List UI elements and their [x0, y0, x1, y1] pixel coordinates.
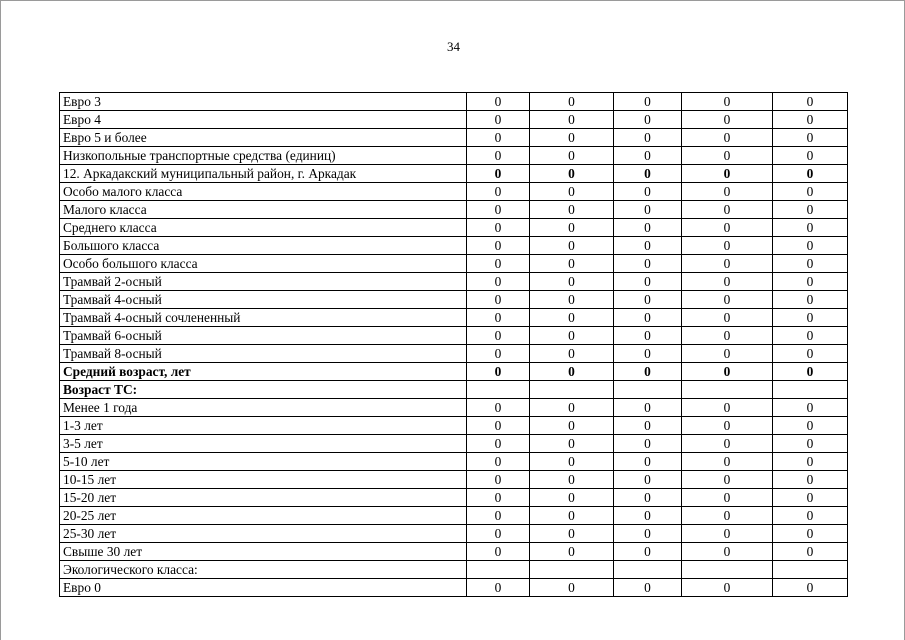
row-label: Евро 0	[60, 579, 467, 597]
row-value-col-1: 0	[467, 525, 530, 543]
row-value-col-5: 0	[773, 219, 848, 237]
row-value-col-1: 0	[467, 255, 530, 273]
row-value-col-4: 0	[682, 111, 773, 129]
row-value-col-2: 0	[530, 147, 614, 165]
row-value-col-5	[773, 381, 848, 399]
row-label: Особо малого класса	[60, 183, 467, 201]
row-value-col-4: 0	[682, 237, 773, 255]
row-value-col-3: 0	[614, 93, 682, 111]
row-value-col-2: 0	[530, 543, 614, 561]
table-row	[60, 327, 848, 345]
row-value-col-3: 0	[614, 579, 682, 597]
row-value-col-5: 0	[773, 417, 848, 435]
table-row	[60, 201, 848, 219]
row-value-col-4: 0	[682, 309, 773, 327]
row-value-col-5: 0	[773, 525, 848, 543]
row-label: Менее 1 года	[60, 399, 467, 417]
table-row	[60, 525, 848, 543]
row-value-col-3: 0	[614, 291, 682, 309]
row-value-col-3	[614, 381, 682, 399]
row-value-col-2: 0	[530, 327, 614, 345]
row-value-col-4: 0	[682, 507, 773, 525]
row-value-col-4: 0	[682, 165, 773, 183]
row-value-col-2: 0	[530, 129, 614, 147]
table-row	[60, 129, 848, 147]
row-label: Экологического класса:	[60, 561, 467, 579]
row-value-col-5: 0	[773, 237, 848, 255]
row-value-col-1: 0	[467, 327, 530, 345]
row-value-col-2: 0	[530, 525, 614, 543]
row-value-col-2: 0	[530, 363, 614, 381]
row-value-col-4: 0	[682, 219, 773, 237]
row-value-col-1: 0	[467, 111, 530, 129]
row-value-col-2: 0	[530, 453, 614, 471]
row-value-col-4: 0	[682, 579, 773, 597]
table-row	[60, 273, 848, 291]
row-value-col-4: 0	[682, 435, 773, 453]
row-value-col-5: 0	[773, 471, 848, 489]
row-value-col-4: 0	[682, 471, 773, 489]
row-value-col-3: 0	[614, 183, 682, 201]
row-value-col-3: 0	[614, 399, 682, 417]
row-value-col-4: 0	[682, 201, 773, 219]
row-value-col-3: 0	[614, 273, 682, 291]
table-row	[60, 363, 848, 381]
table-row	[60, 111, 848, 129]
row-value-col-3: 0	[614, 111, 682, 129]
row-value-col-4: 0	[682, 291, 773, 309]
row-value-col-1: 0	[467, 147, 530, 165]
row-value-col-2: 0	[530, 579, 614, 597]
statistics-table	[59, 92, 848, 597]
row-value-col-5: 0	[773, 165, 848, 183]
row-value-col-5: 0	[773, 543, 848, 561]
row-value-col-4: 0	[682, 93, 773, 111]
row-value-col-3: 0	[614, 345, 682, 363]
row-label: Трамвай 4-осный сочлененный	[60, 309, 467, 327]
row-value-col-2: 0	[530, 399, 614, 417]
row-value-col-1: 0	[467, 291, 530, 309]
row-value-col-2: 0	[530, 291, 614, 309]
row-label: 25-30 лет	[60, 525, 467, 543]
row-value-col-3	[614, 561, 682, 579]
row-value-col-4: 0	[682, 345, 773, 363]
row-value-col-4: 0	[682, 327, 773, 345]
row-label: Малого класса	[60, 201, 467, 219]
row-value-col-1: 0	[467, 453, 530, 471]
row-value-col-4: 0	[682, 129, 773, 147]
row-value-col-5: 0	[773, 363, 848, 381]
row-value-col-3: 0	[614, 309, 682, 327]
table-row	[60, 381, 848, 399]
row-value-col-2: 0	[530, 417, 614, 435]
row-value-col-5: 0	[773, 453, 848, 471]
row-value-col-1: 0	[467, 579, 530, 597]
row-value-col-1: 0	[467, 273, 530, 291]
table-row	[60, 471, 848, 489]
row-value-col-1	[467, 381, 530, 399]
row-label: Низкопольные транспортные средства (единиц)	[60, 147, 467, 165]
table-body	[60, 93, 848, 597]
row-label: Большого класса	[60, 237, 467, 255]
table-row	[60, 507, 848, 525]
row-label: Возраст ТС:	[60, 381, 467, 399]
table-row	[60, 489, 848, 507]
row-value-col-1: 0	[467, 363, 530, 381]
row-value-col-2: 0	[530, 111, 614, 129]
row-value-col-3: 0	[614, 525, 682, 543]
table-row	[60, 561, 848, 579]
row-value-col-3: 0	[614, 507, 682, 525]
row-label: 20-25 лет	[60, 507, 467, 525]
table-row	[60, 435, 848, 453]
row-value-col-3: 0	[614, 489, 682, 507]
row-value-col-3: 0	[614, 327, 682, 345]
row-value-col-5: 0	[773, 147, 848, 165]
row-value-col-5: 0	[773, 399, 848, 417]
row-value-col-2: 0	[530, 309, 614, 327]
row-value-col-1: 0	[467, 345, 530, 363]
row-value-col-3: 0	[614, 255, 682, 273]
row-value-col-3: 0	[614, 417, 682, 435]
row-value-col-2: 0	[530, 165, 614, 183]
row-value-col-2	[530, 561, 614, 579]
table-row	[60, 255, 848, 273]
row-value-col-5: 0	[773, 255, 848, 273]
row-value-col-5: 0	[773, 507, 848, 525]
row-value-col-4: 0	[682, 183, 773, 201]
row-label: Свыше 30 лет	[60, 543, 467, 561]
row-value-col-1: 0	[467, 165, 530, 183]
row-value-col-4: 0	[682, 255, 773, 273]
row-value-col-3: 0	[614, 129, 682, 147]
row-value-col-1: 0	[467, 399, 530, 417]
row-value-col-4: 0	[682, 453, 773, 471]
row-label: Евро 4	[60, 111, 467, 129]
row-value-col-2: 0	[530, 489, 614, 507]
row-label: Евро 5 и более	[60, 129, 467, 147]
row-value-col-1: 0	[467, 309, 530, 327]
row-value-col-5: 0	[773, 327, 848, 345]
table-row	[60, 291, 848, 309]
row-value-col-5	[773, 561, 848, 579]
row-value-col-4	[682, 561, 773, 579]
row-value-col-3: 0	[614, 201, 682, 219]
row-value-col-4: 0	[682, 417, 773, 435]
row-value-col-1: 0	[467, 471, 530, 489]
row-value-col-3: 0	[614, 237, 682, 255]
row-label: 10-15 лет	[60, 471, 467, 489]
row-label: Особо большого класса	[60, 255, 467, 273]
table-row	[60, 309, 848, 327]
row-value-col-3: 0	[614, 363, 682, 381]
row-value-col-2: 0	[530, 255, 614, 273]
row-value-col-4: 0	[682, 489, 773, 507]
table-row	[60, 93, 848, 111]
row-value-col-1: 0	[467, 219, 530, 237]
row-value-col-3: 0	[614, 219, 682, 237]
row-value-col-2: 0	[530, 219, 614, 237]
row-value-col-4: 0	[682, 525, 773, 543]
row-value-col-4: 0	[682, 363, 773, 381]
row-label: Трамвай 8-осный	[60, 345, 467, 363]
row-value-col-5: 0	[773, 435, 848, 453]
row-label: Среднего класса	[60, 219, 467, 237]
row-value-col-5: 0	[773, 309, 848, 327]
table-row	[60, 453, 848, 471]
row-value-col-2: 0	[530, 273, 614, 291]
row-value-col-3: 0	[614, 453, 682, 471]
row-label: Трамвай 2-осный	[60, 273, 467, 291]
row-value-col-1: 0	[467, 543, 530, 561]
row-value-col-1	[467, 561, 530, 579]
table-row	[60, 399, 848, 417]
row-value-col-1: 0	[467, 183, 530, 201]
row-value-col-1: 0	[467, 201, 530, 219]
row-value-col-2: 0	[530, 237, 614, 255]
row-value-col-2: 0	[530, 471, 614, 489]
row-value-col-3: 0	[614, 435, 682, 453]
row-value-col-2: 0	[530, 345, 614, 363]
row-value-col-3: 0	[614, 147, 682, 165]
row-value-col-2: 0	[530, 93, 614, 111]
row-value-col-5: 0	[773, 345, 848, 363]
row-value-col-5: 0	[773, 93, 848, 111]
row-value-col-1: 0	[467, 435, 530, 453]
row-value-col-5: 0	[773, 129, 848, 147]
table-row	[60, 147, 848, 165]
row-value-col-1: 0	[467, 93, 530, 111]
row-value-col-1: 0	[467, 129, 530, 147]
row-value-col-2: 0	[530, 435, 614, 453]
row-value-col-2	[530, 381, 614, 399]
table-row	[60, 543, 848, 561]
row-value-col-5: 0	[773, 489, 848, 507]
table-row	[60, 219, 848, 237]
row-value-col-2: 0	[530, 183, 614, 201]
row-label: Трамвай 4-осный	[60, 291, 467, 309]
row-value-col-1: 0	[467, 417, 530, 435]
row-label: 12. Аркадакский муниципальный район, г. Аркадак	[60, 165, 467, 183]
row-label: Трамвай 6-осный	[60, 327, 467, 345]
row-label: 1-3 лет	[60, 417, 467, 435]
table-row	[60, 183, 848, 201]
row-value-col-3: 0	[614, 165, 682, 183]
row-value-col-5: 0	[773, 291, 848, 309]
table-row	[60, 579, 848, 597]
row-value-col-4: 0	[682, 399, 773, 417]
row-label: 3-5 лет	[60, 435, 467, 453]
row-value-col-4	[682, 381, 773, 399]
row-label: Евро 3	[60, 93, 467, 111]
row-value-col-4: 0	[682, 543, 773, 561]
row-value-col-5: 0	[773, 273, 848, 291]
row-value-col-4: 0	[682, 273, 773, 291]
table-row	[60, 165, 848, 183]
row-value-col-5: 0	[773, 201, 848, 219]
table-row	[60, 237, 848, 255]
table-row	[60, 345, 848, 363]
page-number: 34	[447, 39, 460, 54]
row-value-col-3: 0	[614, 471, 682, 489]
row-label: Средний возраст, лет	[60, 363, 467, 381]
row-value-col-5: 0	[773, 579, 848, 597]
row-value-col-1: 0	[467, 489, 530, 507]
row-value-col-5: 0	[773, 111, 848, 129]
row-label: 5-10 лет	[60, 453, 467, 471]
row-value-col-2: 0	[530, 201, 614, 219]
row-value-col-1: 0	[467, 237, 530, 255]
row-value-col-4: 0	[682, 147, 773, 165]
table-row	[60, 417, 848, 435]
row-label: 15-20 лет	[60, 489, 467, 507]
row-value-col-5: 0	[773, 183, 848, 201]
row-value-col-1: 0	[467, 507, 530, 525]
row-value-col-2: 0	[530, 507, 614, 525]
row-value-col-3: 0	[614, 543, 682, 561]
